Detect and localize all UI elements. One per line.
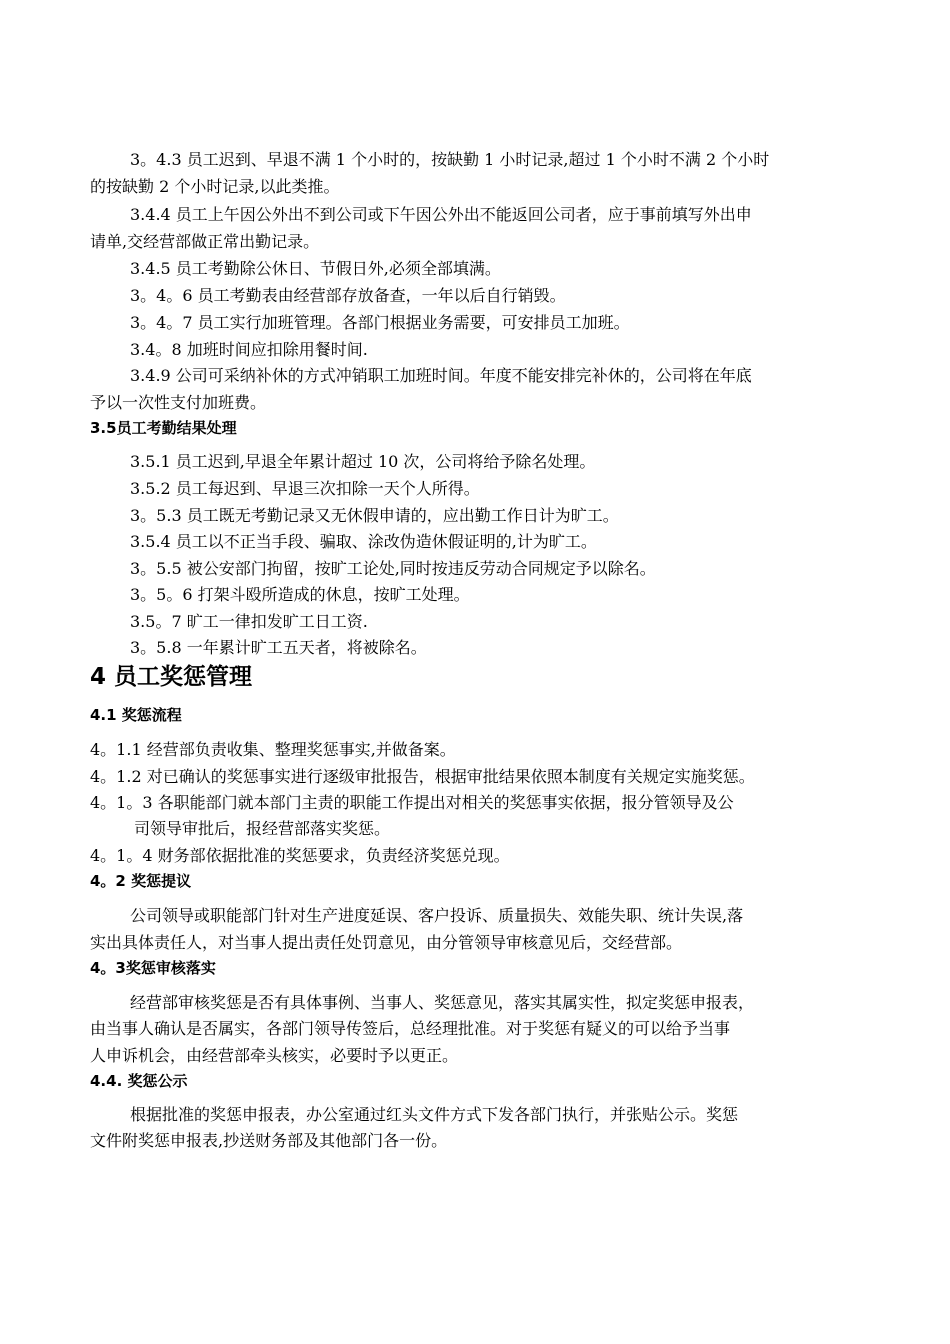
para-3-5-8: 3。5.8 一年累计旷工五天者，将被除名。 — [130, 638, 427, 657]
para-3-5-7: 3.5。7 旷工一律扣发旷工日工资. — [130, 612, 368, 631]
para-3-4-8: 3.4。8 加班时间应扣除用餐时间. — [130, 340, 368, 359]
para-3-4-4-line2: 请单,交经营部做正常出勤记录。 — [90, 232, 320, 251]
para-3-5-2: 3.5.2 员工每迟到、早退三次扣除一天个人所得。 — [130, 479, 480, 498]
para-3-5-1: 3.5.1 员工迟到,早退全年累计超过 10 次，公司将给予除名处理。 — [130, 452, 596, 471]
para-3-4-9-line2: 予以一次性支付加班费。 — [90, 393, 267, 412]
para-4-1-4: 4。1。4 财务部依据批准的奖惩要求，负责经济奖惩兑现。 — [90, 846, 510, 865]
heading-3-5: 3.5员工考勤结果处理 — [90, 419, 237, 437]
para-3-4-5: 3.4.5 员工考勤除公休日、节假日外,必须全部填满。 — [130, 259, 501, 278]
chapter-4-title: 4 员工奖惩管理 — [90, 664, 253, 690]
heading-4-2: 4。2 奖惩提议 — [90, 872, 192, 890]
para-3-4-6: 3。4。6 员工考勤表由经营部存放备查，一年以后自行销毁。 — [130, 286, 566, 305]
para-3-5-4: 3.5.4 员工以不正当手段、骗取、涂改伪造休假证明的,计为旷工。 — [130, 532, 597, 551]
para-3-4-3-line1: 3。4.3 员工迟到、早退不满 1 个小时的，按缺勤 1 小时记录,超过 1 个小时不满 2 个小时 — [130, 150, 770, 169]
para-3-5-3: 3。5.3 员工既无考勤记录又无休假申请的，应出勤工作日计为旷工。 — [130, 506, 619, 525]
heading-4-3: 4。3奖惩审核落实 — [90, 959, 216, 977]
para-4-2-line1: 公司领导或职能部门针对生产进度延误、客户投诉、质量损失、效能失职、统计失误,落 — [130, 906, 744, 925]
para-4-4-line2: 文件附奖惩申报表,抄送财务部及其他部门各一份。 — [90, 1131, 448, 1150]
para-3-4-3-line2: 的按缺勤 2 个小时记录,以此类推。 — [90, 177, 340, 196]
para-4-4-line1: 根据批准的奖惩申报表，办公室通过红头文件方式下发各部门执行，并张贴公示。奖惩 — [130, 1105, 739, 1124]
para-4-3-line1: 经营部审核奖惩是否有具体事例、当事人、奖惩意见，落实其属实性，拟定奖惩申报表， — [130, 993, 755, 1012]
para-3-4-9-line1: 3.4.9 公司可采纳补休的方式冲销职工加班时间。年度不能安排完补休的，公司将在年底 — [130, 366, 752, 385]
para-4-3-line2: 由当事人确认是否属实，各部门领导传签后，总经理批准。对于奖惩有疑义的可以给予当事 — [90, 1019, 731, 1038]
para-4-2-line2: 实出具体责任人，对当事人提出责任处罚意见，由分管领导审核意见后，交经营部。 — [90, 933, 683, 952]
para-3-4-4-line1: 3.4.4 员工上午因公外出不到公司或下午因公外出不能返回公司者，应于事前填写外出申 — [130, 205, 752, 224]
heading-4-1: 4.1 奖惩流程 — [90, 706, 182, 724]
heading-4-4: 4.4. 奖惩公示 — [90, 1072, 188, 1090]
para-3-5-6: 3。5。6 打架斗殴所造成的休息，按旷工处理。 — [130, 585, 470, 604]
para-3-5-5: 3。5.5 被公安部门拘留，按旷工论处,同时按违反劳动合同规定予以除名。 — [130, 559, 656, 578]
para-4-1-3-line1: 4。1。3 各职能部门就本部门主责的职能工作提出对相关的奖惩事实依据，报分管领导及公 — [90, 793, 734, 812]
para-4-1-3-line2: 司领导审批后，报经营部落实奖惩。 — [134, 819, 391, 838]
para-4-3-line3: 人申诉机会，由经营部牵头核实，必要时予以更正。 — [90, 1046, 459, 1065]
para-4-1-1: 4。1.1 经营部负责收集、整理奖惩事实,并做备案。 — [90, 740, 456, 759]
para-4-1-2: 4。1.2 对已确认的奖惩事实进行逐级审批报告，根据审批结果依照本制度有关规定实施奖惩。 — [90, 767, 755, 786]
para-3-4-7: 3。4。7 员工实行加班管理。各部门根据业务需要，可安排员工加班。 — [130, 313, 630, 332]
